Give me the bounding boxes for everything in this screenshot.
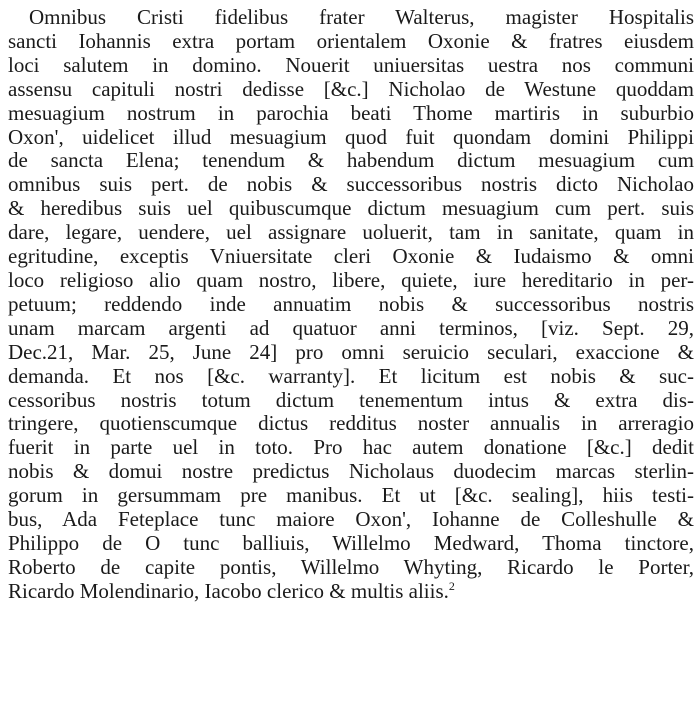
text-line: sancti Iohannis extra portam orientalem Oxonie & fratres eiusdem [8, 29, 694, 53]
text-line-last [8, 580, 694, 604]
text-line: Philippo de O tunc balliuis, Willelmo Medward, Thoma tinctore, [8, 531, 694, 555]
text-line: loci salutem in domino. Nouerit uniuersitas uestra nos communi [8, 53, 694, 77]
last-line-text: Ricardo Molendinario, Iacobo clerico & multis aliis. [8, 579, 449, 603]
text-line: assensu capituli nostri dedisse [&c.] Nicholao de Westune quoddam [8, 77, 694, 101]
text-line: cessoribus nostris totum dictum tenementum intus & extra dis- [8, 388, 694, 412]
text-line: Dec.21, Mar. 25, June 24] pro omni seruicio seculari, exaccione & [8, 340, 694, 364]
document-page [8, 6, 694, 604]
text-line: omnibus suis pert. de nobis & successoribus nostris dicto Nicholao [8, 173, 694, 197]
text-line: loco religioso alio quam nostro, libere, quiete, iure hereditario in per- [8, 268, 694, 292]
text-line: Roberto de capite pontis, Willelmo Whyting, Ricardo le Porter, [8, 555, 694, 579]
footnote-mark: 2 [448, 579, 455, 593]
text-line: fuerit in parte uel in toto. Pro hac autem donatione [&c.] dedit [8, 436, 694, 460]
text-line: Oxon', uidelicet illud mesuagium quod fuit quondam domini Philippi [8, 125, 694, 149]
text-line: tringere, quotienscumque dictus redditus noster annualis in arreragio [8, 412, 694, 436]
text-line: de sancta Elena; tenendum & habendum dictum mesuagium cum [8, 149, 694, 173]
text-line: egritudine, exceptis Vniuersitate cleri Oxonie & Iudaismo & omni [8, 245, 694, 269]
text-line: petuum; reddendo inde annuatim nobis & successoribus nostris [8, 292, 694, 316]
text-line: demanda. Et nos [&c. warranty]. Et licitum est nobis & suc- [8, 364, 694, 388]
text-line: dare, legare, uendere, uel assignare uoluerit, tam in sanitate, quam in [8, 221, 694, 245]
text-line: Omnibus Cristi fidelibus frater Walterus, magister Hospitalis [29, 6, 694, 29]
text-line: nobis & domui nostre predictus Nicholaus duodecim marcas sterlin- [8, 460, 694, 484]
text-line: gorum in gersummam pre manibus. Et ut [&c. sealing], hiis testi- [8, 484, 694, 508]
text-line: bus, Ada Feteplace tunc maiore Oxon', Iohanne de Colleshulle & [8, 508, 694, 532]
text-line: & heredibus suis uel quibuscumque dictum mesuagium cum pert. suis [8, 197, 694, 221]
text-line: unam marcam argenti ad quatuor anni terminos, [viz. Sept. 29, [8, 316, 694, 340]
text-line: mesuagium nostrum in parochia beati Thome martiris in suburbio [8, 101, 694, 125]
